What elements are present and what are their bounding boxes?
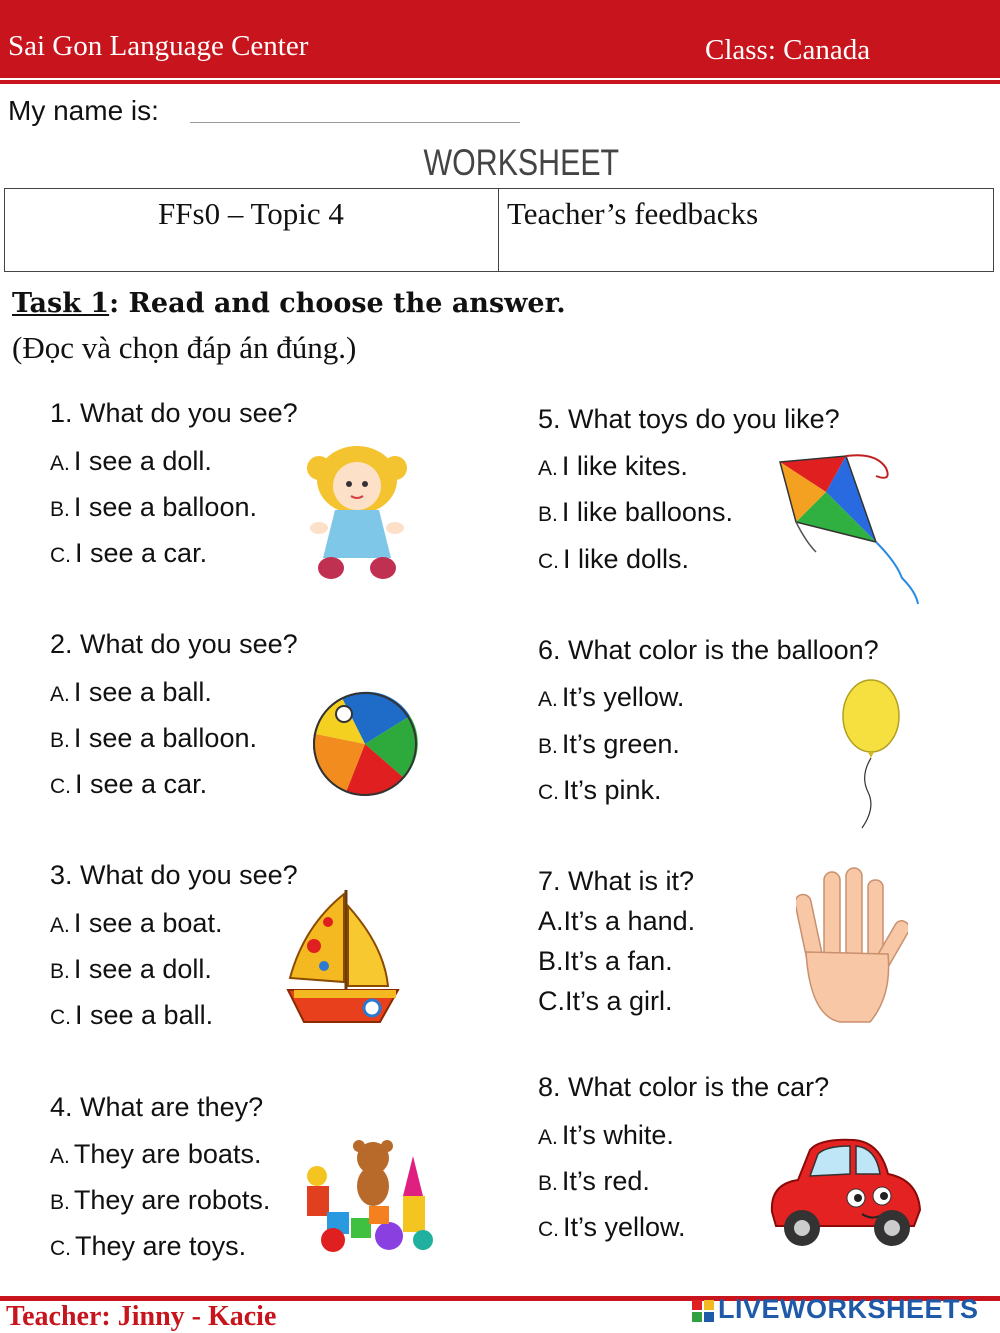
q3-option-c[interactable]: C. I see a ball.	[50, 1000, 214, 1030]
header-divider	[0, 80, 1000, 84]
car-icon	[764, 1134, 926, 1250]
teacher-name: Teacher: Jinny - Kacie	[6, 1301, 277, 1332]
q5-option-a[interactable]: A. I like kites.	[538, 451, 688, 481]
q8-option-a[interactable]: A. It’s white.	[538, 1120, 674, 1150]
q8-option-b[interactable]: B. It’s red.	[538, 1166, 650, 1196]
question-6: 6. What color is the balloon?	[538, 635, 879, 665]
task-label: Task 1	[12, 288, 110, 319]
q7-option-a[interactable]: A.It’s a hand.	[538, 906, 696, 936]
q1-option-c[interactable]: C. I see a car.	[50, 538, 208, 568]
q6-option-c[interactable]: C. It’s pink.	[538, 775, 662, 805]
beach-ball-icon	[312, 686, 418, 802]
q5-option-b[interactable]: B. I like balloons.	[538, 497, 733, 527]
topic-label: FFs0 – Topic 4	[158, 196, 344, 231]
feedback-label: Teacher’s feedbacks	[507, 196, 759, 231]
task-title	[12, 288, 566, 319]
question-2: 2. What do you see?	[50, 629, 298, 659]
question-5: 5. What toys do you like?	[538, 404, 840, 434]
balloon-icon	[838, 676, 904, 832]
liveworksheets-brand[interactable]: LIVEWORKSHEETS	[718, 1294, 979, 1324]
q2-option-a[interactable]: A. I see a ball.	[50, 677, 212, 707]
q2-option-c[interactable]: C. I see a car.	[50, 769, 208, 799]
question-8: 8. What color is the car?	[538, 1072, 830, 1102]
liveworksheets-logo-icon	[692, 1300, 714, 1322]
q3-option-a[interactable]: A. I see a boat.	[50, 908, 223, 938]
center-name: Sai Gon Language Center	[8, 30, 309, 62]
q6-option-b[interactable]: B. It’s green.	[538, 729, 680, 759]
task-subtitle: (Đọc và chọn đáp án đúng.)	[12, 330, 357, 365]
name-label: My name is:	[8, 95, 159, 126]
q4-option-c[interactable]: C. They are toys.	[50, 1231, 247, 1261]
q4-option-a[interactable]: A. They are boats.	[50, 1139, 262, 1169]
name-input-line[interactable]	[190, 122, 520, 123]
q2-option-b[interactable]: B. I see a balloon.	[50, 723, 257, 753]
kite-icon	[776, 452, 926, 608]
question-3: 3. What do you see?	[50, 860, 298, 890]
question-1: 1. What do you see?	[50, 398, 298, 428]
q7-option-c[interactable]: C.It’s a girl.	[538, 986, 673, 1016]
class-name: Class: Canada	[705, 34, 871, 66]
question-4: 4. What are they?	[50, 1092, 264, 1122]
q7-option-b[interactable]: B.It’s a fan.	[538, 946, 673, 976]
question-7: 7. What is it?	[538, 866, 695, 896]
q5-option-c[interactable]: C. I like dolls.	[538, 544, 690, 574]
hand-icon	[796, 866, 908, 1026]
q4-option-b[interactable]: B. They are robots.	[50, 1185, 271, 1215]
q3-option-b[interactable]: B. I see a doll.	[50, 954, 212, 984]
q6-option-a[interactable]: A. It’s yellow.	[538, 682, 685, 712]
task-title-text: : Read and choose the answer.	[109, 288, 566, 319]
q1-option-b[interactable]: B. I see a balloon.	[50, 492, 257, 522]
sailboat-icon	[284, 886, 402, 1032]
doll-icon	[305, 440, 410, 582]
q8-option-c[interactable]: C. It’s yellow.	[538, 1212, 686, 1242]
q1-option-a[interactable]: A. I see a doll.	[50, 446, 212, 476]
info-box-divider	[498, 188, 499, 272]
worksheet-title: WORKSHEET	[423, 142, 620, 183]
toys-icon	[303, 1136, 445, 1256]
